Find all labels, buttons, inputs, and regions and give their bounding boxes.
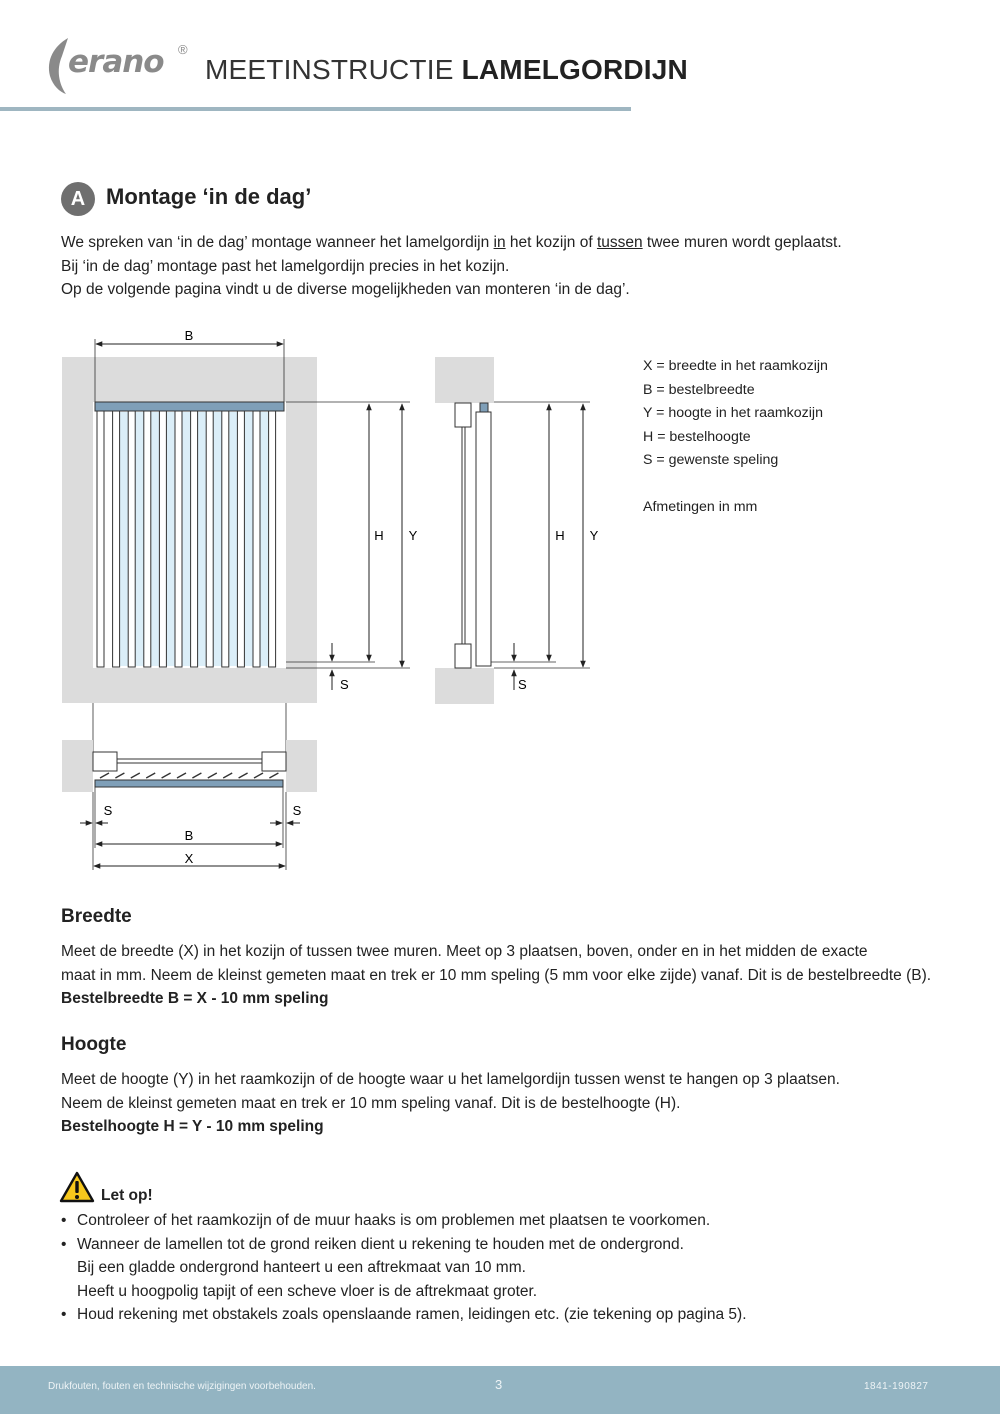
frame-top xyxy=(455,403,471,427)
label-B-top: B xyxy=(184,328,194,343)
label-S-side: S xyxy=(518,677,527,692)
label-H-front: H xyxy=(374,528,384,543)
slat xyxy=(159,411,166,667)
brand-logo xyxy=(46,36,196,98)
legend-units: Afmetingen in mm xyxy=(643,499,758,515)
breedte-heading: Breedte xyxy=(61,906,132,927)
warning-icon xyxy=(59,1171,95,1203)
top-slat xyxy=(131,773,140,778)
page-number: 3 xyxy=(495,1377,503,1392)
top-wall-left xyxy=(62,740,93,792)
label-S-left: S xyxy=(103,803,113,818)
side-wall-top xyxy=(435,357,494,403)
slat xyxy=(222,411,229,667)
hoogte-heading: Hoogte xyxy=(61,1034,127,1055)
front-view xyxy=(62,328,418,703)
label-S-front: S xyxy=(340,677,349,692)
hoogte-line-2: Neem de kleinst gemeten maat en trek er 10 mm speling vanaf. Dit is de bestelhoogte (H). xyxy=(61,1094,681,1112)
side-view xyxy=(435,357,599,704)
intro-paragraph xyxy=(61,231,842,302)
head-rail xyxy=(95,402,284,411)
top-view xyxy=(62,703,317,870)
top-head-rail xyxy=(95,780,283,787)
top-slat xyxy=(115,773,124,778)
measurement-diagram xyxy=(0,320,640,880)
slat xyxy=(113,411,120,667)
breedte-line-2: maat in mm. Neem de kleinst gemeten maat en trek er 10 mm speling (5 mm voor elke zijde) vanaf. Dit is de bestelbreedte (B). xyxy=(61,966,932,984)
breedte-formula: Bestelbreedte B = X - 10 mm speling xyxy=(61,990,329,1007)
section-title: Montage ‘in de dag’ xyxy=(106,184,312,209)
top-slat xyxy=(208,773,217,778)
underlined-tussen: tussen xyxy=(596,234,643,251)
legend-item-b: B = bestelbreedte xyxy=(643,381,755,398)
label-X: X xyxy=(184,851,194,866)
slat xyxy=(237,411,244,667)
list-item: • Controleer of het raamkozijn of de muur haaks is om problemen met plaatsen te voorkomen. xyxy=(61,1212,711,1229)
top-slat xyxy=(223,773,232,778)
label-H-side: H xyxy=(555,528,565,543)
footer-disclaimer: Drukfouten, fouten en technische wijzigingen voorbehouden. xyxy=(48,1381,316,1392)
registered-mark: ® xyxy=(178,42,188,57)
top-slat xyxy=(146,773,155,778)
document-title-bold: LAMELGORDIJN xyxy=(461,54,688,85)
slat xyxy=(253,411,260,667)
document-title xyxy=(205,54,688,86)
hoogte-line-1: Meet de hoogte (Y) in het raamkozijn of de hoogte waar u het lamelgordijn tussen wenst te hangen op 3 plaatsen. xyxy=(61,1071,840,1088)
label-S-right: S xyxy=(292,803,302,818)
section-badge: A xyxy=(61,182,95,216)
top-slat xyxy=(177,773,186,778)
slat xyxy=(175,411,182,667)
brand-name: erano xyxy=(68,44,164,80)
hoogte-formula: Bestelhoogte H = Y - 10 mm speling xyxy=(61,1118,324,1135)
legend-item-h: H = bestelhoogte xyxy=(643,428,751,445)
top-slat xyxy=(254,773,263,778)
top-slat xyxy=(269,773,278,778)
frame-bottom xyxy=(455,644,471,668)
side-wall-bottom xyxy=(435,668,494,704)
hoogte-paragraph xyxy=(61,1068,840,1139)
legend xyxy=(643,355,828,520)
legend-item-s: S = gewenste speling xyxy=(643,452,779,468)
top-slats xyxy=(100,773,278,778)
intro-line-1: We spreken van ‘in de dag’ montage wanneer het lamelgordijn in het kozijn of tussen twee muren wordt geplaatst. xyxy=(61,234,842,251)
legend-item-y: Y = hoogte in het raamkozijn xyxy=(643,405,823,421)
document-title-light: MEETINSTRUCTIE xyxy=(205,54,454,85)
top-wall-right xyxy=(286,740,317,792)
top-slat xyxy=(192,773,201,778)
label-Y-side: Y xyxy=(589,528,599,543)
side-slat xyxy=(476,412,491,666)
slat xyxy=(191,411,198,667)
slat xyxy=(97,411,104,667)
list-item: • Houd rekening met obstakels zoals openslaande ramen, leidingen etc. (zie tekening op pagina 5). xyxy=(61,1306,747,1324)
header-divider xyxy=(0,107,631,111)
top-slat xyxy=(100,773,109,778)
side-head-rail xyxy=(480,403,488,412)
warning-title: Let op! xyxy=(101,1187,153,1204)
document-code: 1841-190827 xyxy=(864,1381,929,1392)
intro-line-2: Bij ‘in de dag’ montage past het lamelgordijn precies in het kozijn. xyxy=(61,257,510,275)
list-item: • Wanneer de lamellen tot de grond reiken dient u rekening te houden met de ondergrond. xyxy=(61,1235,684,1253)
breedte-paragraph xyxy=(61,940,931,1011)
breedte-line-1: Meet de breedte (X) in het kozijn of tussen twee muren. Meet op 3 plaatsen, boven, onder en in het midden de exacte xyxy=(61,943,868,960)
slat xyxy=(128,411,135,667)
underlined-in: in xyxy=(493,234,506,251)
top-slat xyxy=(239,773,248,778)
slat xyxy=(144,411,151,667)
warning-list xyxy=(61,1209,747,1327)
label-Y-front: Y xyxy=(408,528,418,543)
intro-line-3: Op de volgende pagina vindt u de diverse mogelijkheden van monteren ‘in de dag’. xyxy=(61,281,630,298)
slat xyxy=(206,411,213,667)
list-item-continuation: Heeft u hoogpolig tapijt of een scheve vloer is de aftrekmaat groter. xyxy=(77,1282,538,1300)
label-B-bottom: B xyxy=(184,828,194,843)
top-slat xyxy=(162,773,171,778)
list-item-continuation: Bij een gladde ondergrond hanteert u een aftrekmaat van 10 mm. xyxy=(77,1259,526,1277)
legend-item-x: X = breedte in het raamkozijn xyxy=(643,358,828,374)
slat xyxy=(269,411,276,667)
